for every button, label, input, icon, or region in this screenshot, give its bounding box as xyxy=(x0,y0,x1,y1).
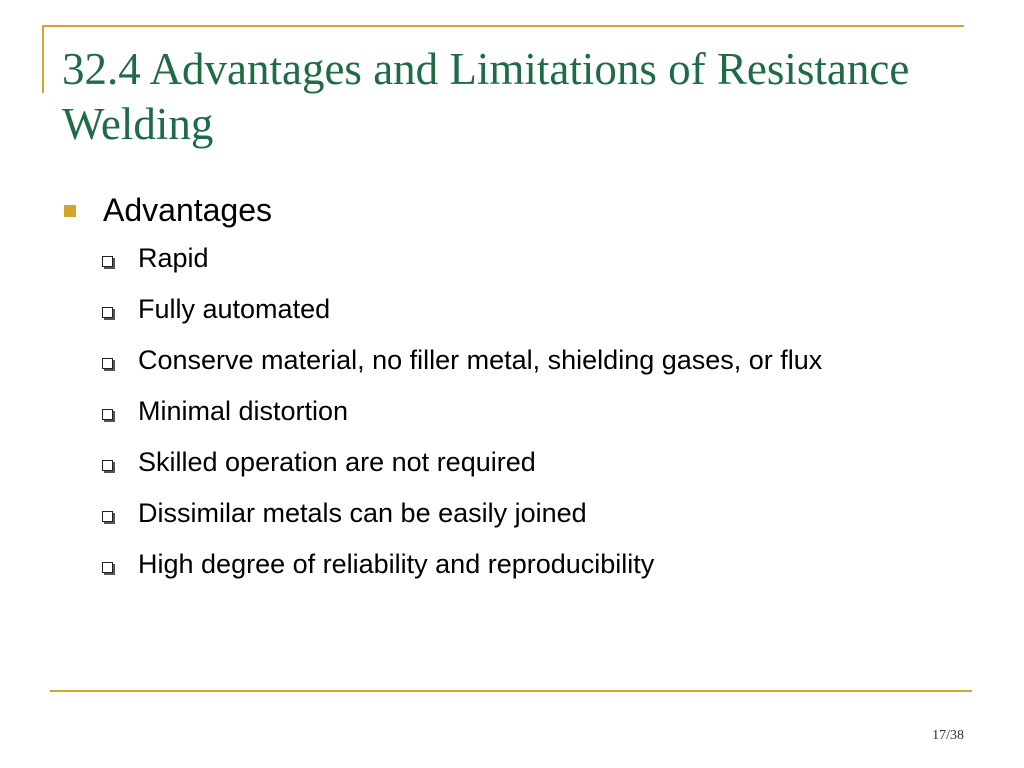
list-item-text: Dissimilar metals can be easily joined xyxy=(138,498,587,528)
list-item xyxy=(62,289,858,330)
slide-content xyxy=(62,188,962,595)
list-item-text: Rapid xyxy=(138,243,209,273)
hollow-square-bullet-icon xyxy=(102,307,113,318)
list-item-text: Fully automated xyxy=(138,294,331,324)
list-item xyxy=(62,544,858,585)
list-item xyxy=(62,493,858,534)
list-item xyxy=(62,442,858,483)
hollow-square-bullet-icon xyxy=(102,409,113,420)
hollow-square-bullet-icon xyxy=(102,358,113,369)
bullet-advantages xyxy=(62,188,962,232)
list-item xyxy=(62,340,858,381)
list-item-text: Minimal distortion xyxy=(138,396,349,426)
list-item-text: High degree of reliability and reproducibility xyxy=(138,549,655,579)
advantages-list xyxy=(62,238,962,585)
list-item xyxy=(62,238,858,279)
advantages-heading: Advantages xyxy=(103,192,273,228)
square-bullet-icon xyxy=(64,205,76,217)
hollow-square-bullet-icon xyxy=(102,256,113,267)
list-item xyxy=(62,391,858,432)
list-item-text: Skilled operation are not required xyxy=(138,447,536,477)
left-divider xyxy=(42,25,44,93)
hollow-square-bullet-icon xyxy=(102,511,113,522)
hollow-square-bullet-icon xyxy=(102,460,113,471)
hollow-square-bullet-icon xyxy=(102,562,113,573)
slide-title: 32.4 Advantages and Limitations of Resistance Welding xyxy=(62,44,910,149)
page-number: 17/38 xyxy=(932,728,964,743)
top-divider xyxy=(42,25,964,27)
bottom-divider xyxy=(50,690,972,692)
list-item-text: Conserve material, no filler metal, shielding gases, or flux xyxy=(138,345,823,375)
